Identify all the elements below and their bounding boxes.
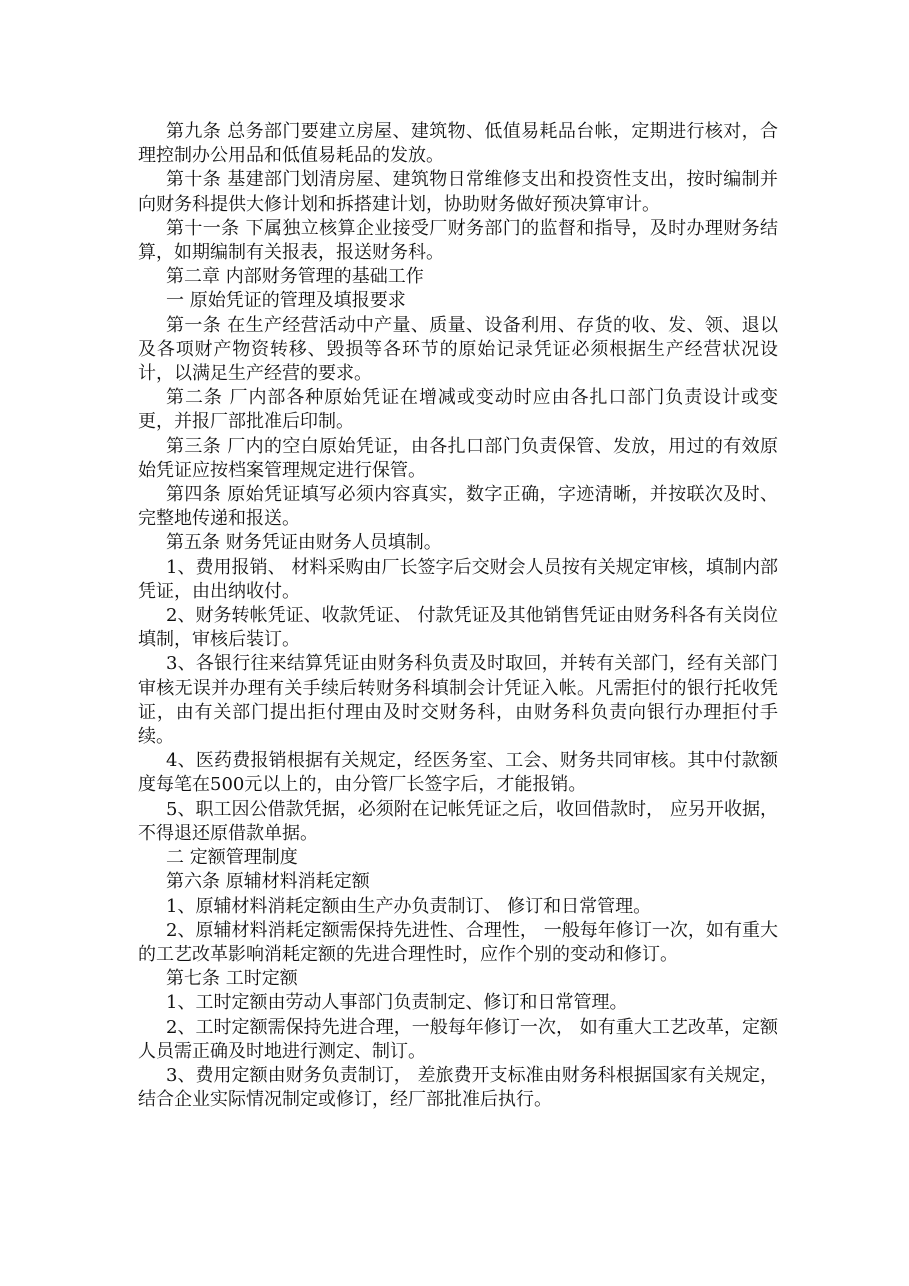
article-7-paragraph: 第七条 工时定额	[166, 968, 298, 990]
article-5-item-3: 3、各银行往来结算凭证由财务科负责及时取回，并转有关部门，经有关部门审核无误并办理有关手续后转财务科填制会计凭证入帐。凡需拒付的银行托收凭证，由有关部门提出拒付理由及时交财务科，由财务科负责向银行办理拒付手续。	[138, 653, 778, 748]
article-5-item-1: 1、费用报销、 材料采购由厂长签字后交财会人员按有关规定审核，填制内部凭证，由出纳收付。	[138, 556, 778, 602]
article-6-item-2: 2、原辅材料消耗定额需保持先进性、合理性， 一般每年修订一次，如有重大的工艺改革影响消耗定额的先进合理性时，应作个别的变动和修订。	[138, 919, 778, 965]
article-6-item-1: 1、原辅材料消耗定额由生产办负责制订、 修订和日常管理。	[166, 895, 652, 917]
article-5-item-4: 4、医药费报销根据有关规定，经医务室、工会、财务共同审核。其中付款额度每笔在500元以上的，由分管厂长签字后，才能报销。	[138, 750, 778, 796]
article-2-paragraph: 第二条 厂内部各种原始凭证在增减或变动时应由各扎口部门负责设计或变更，并报厂部批准后印制。	[138, 387, 778, 433]
article-1-paragraph: 第一条 在生产经营活动中产量、质量、设备利用、存货的收、发、领、退以及各项财产物资转移、毁损等各环节的原始记录凭证必须根据生产经营状况设计，以满足生产经营的要求。	[138, 314, 778, 385]
article-7-item-2: 2、工时定额需保持先进合理，一般每年修订一次， 如有重大工艺改革，定额人员需正确及时地进行测定、制订。	[138, 1016, 778, 1062]
article-5-item-5: 5、职工因公借款凭据，必须附在记帐凭证之后，收回借款时， 应另开收据，不得退还原借款单据。	[138, 798, 778, 844]
article-7-item-3: 3、费用定额由财务负责制订， 差旅费开支标准由财务科根据国家有关规定，结合企业实际情况制定或修订，经厂部批准后执行。	[138, 1064, 778, 1111]
article-11-paragraph: 第十一条 下属独立核算企业接受厂财务部门的监督和指导，及时办理财务结算，如期编制有关报表，报送财务科。	[138, 217, 778, 264]
section-1-heading: 一 原始凭证的管理及填报要求	[166, 290, 406, 312]
section-2-heading: 二 定额管理制度	[166, 847, 298, 869]
article-9-paragraph: 第九条 总务部门要建立房屋、建筑物、低值易耗品台帐，定期进行核对，合理控制办公用品和低值易耗品的发放。	[138, 121, 778, 167]
article-7-item-1: 1、工时定额由劳动人事部门负责制定、修订和日常管理。	[166, 992, 628, 1014]
article-5-item-2: 2、财务转帐凭证、收款凭证、 付款凭证及其他销售凭证由财务科各有关岗位填制，审核后装订。	[138, 605, 778, 651]
article-5-paragraph: 第五条 财务凭证由财务人员填制。	[166, 532, 442, 554]
article-3-paragraph: 第三条 厂内的空白原始凭证，由各扎口部门负责保管、发放，用过的有效原始凭证应按档案管理规定进行保管。	[138, 435, 778, 481]
article-6-paragraph: 第六条 原辅材料消耗定额	[166, 871, 370, 893]
article-4-paragraph: 第四条 原始凭证填写必须内容真实，数字正确，字迹清晰，并按联次及时、完整地传递和报送。	[138, 484, 778, 530]
article-10-paragraph: 第十条 基建部门划清房屋、建筑物日常维修支出和投资性支出，按时编制并向财务科提供大修计划和拆搭建计划，协助财务做好预决算审计。	[138, 169, 778, 215]
chapter-2-heading: 第二章 内部财务管理的基础工作	[166, 266, 424, 288]
document-page	[138, 120, 778, 1112]
